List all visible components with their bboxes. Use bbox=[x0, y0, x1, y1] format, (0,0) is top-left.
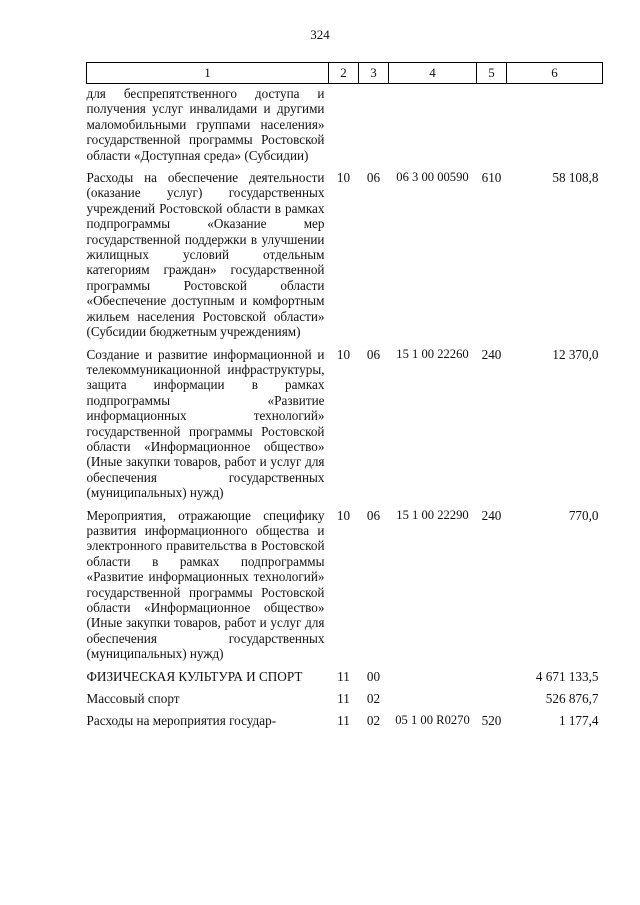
row-expense-type bbox=[477, 662, 507, 684]
row-description: Расходы на обеспечение деятельности (оказание услуг) государственных учреждений Ростовской области в рамках подпрограммы «Оказание мер государственной поддержки в улучшении жилищных условий отдельным категориям граждан» государственной программы Ростовской области «Обеспечение доступным и комфортным жильем населения Ростовской области» (Субсидии бюджетным учреждениям) bbox=[86, 170, 325, 340]
row-amount: 4 671 133,5 bbox=[535, 668, 599, 684]
row-subsection: 06 bbox=[366, 346, 381, 362]
row-target-code bbox=[389, 684, 477, 706]
row-expense-type bbox=[477, 84, 507, 164]
header-col-1: 1 bbox=[87, 63, 329, 84]
row-subsection: 06 bbox=[366, 507, 381, 523]
row-target-code: 15 1 00 22260 bbox=[396, 346, 469, 361]
row-section bbox=[329, 84, 359, 164]
row-section: 10 bbox=[336, 507, 351, 523]
row-description: Расходы на мероприятия государ- bbox=[86, 713, 277, 729]
row-expense-type: 610 bbox=[481, 170, 502, 186]
row-expense-type bbox=[477, 684, 507, 706]
budget-table bbox=[86, 62, 603, 729]
header-col-2: 2 bbox=[329, 63, 359, 84]
table-row bbox=[87, 163, 603, 339]
row-amount: 12 370,0 bbox=[552, 346, 599, 362]
row-amount: 58 108,8 bbox=[552, 170, 599, 186]
row-description: ФИЗИЧЕСКАЯ КУЛЬТУРА И СПОРТ bbox=[86, 668, 303, 684]
table-row bbox=[87, 84, 603, 164]
row-subsection: 06 bbox=[366, 170, 381, 186]
row-amount bbox=[507, 84, 603, 164]
row-subsection: 00 bbox=[366, 668, 381, 684]
table-row bbox=[87, 501, 603, 662]
row-target-code bbox=[389, 84, 477, 164]
row-subsection bbox=[359, 84, 389, 164]
header-col-6: 6 bbox=[507, 63, 603, 84]
table-row bbox=[87, 706, 603, 728]
row-target-code: 06 3 00 00590 bbox=[396, 170, 469, 185]
row-expense-type: 240 bbox=[481, 346, 502, 362]
row-amount: 770,0 bbox=[568, 507, 599, 523]
row-expense-type: 520 bbox=[481, 713, 502, 729]
row-section: 11 bbox=[337, 691, 350, 707]
header-col-4: 4 bbox=[389, 63, 477, 84]
row-description: Создание и развитие информационной и телекоммуникационной инфраструктуры, защита информации в рамках подпрограммы «Развитие информационных технологий» государственной программы Ростовской области «Информационное общество» (Иные закупки товаров, работ и услуг для обеспечения государственных (муниципальных) нужд) bbox=[86, 346, 325, 501]
row-section: 11 bbox=[337, 713, 350, 729]
row-section: 10 bbox=[336, 346, 351, 362]
table-row bbox=[87, 340, 603, 501]
row-description: Мероприятия, отражающие специфику развития информационного общества и электронного правительства в Ростовской области в рамках подпрограммы «Развитие информационных технологий» государственной программы Ростовской области «Информационное общество» (Иные закупки товаров, работ и услуг для обеспечения государственных (муниципальных) нужд) bbox=[86, 507, 325, 662]
row-amount: 1 177,4 bbox=[558, 713, 599, 729]
header-col-5: 5 bbox=[477, 63, 507, 84]
row-target-code: 15 1 00 22290 bbox=[396, 507, 469, 522]
row-subsection: 02 bbox=[366, 691, 381, 707]
row-target-code: 05 1 00 R0270 bbox=[395, 713, 470, 728]
row-target-code bbox=[389, 662, 477, 684]
row-expense-type: 240 bbox=[481, 507, 502, 523]
table-header bbox=[87, 63, 603, 84]
page-number: 324 bbox=[310, 27, 330, 42]
row-description: Массовый спорт bbox=[86, 691, 180, 707]
row-subsection: 02 bbox=[366, 713, 381, 729]
header-col-3: 3 bbox=[359, 63, 389, 84]
table-row bbox=[87, 662, 603, 684]
row-section: 10 bbox=[336, 170, 351, 186]
row-section: 11 bbox=[337, 668, 350, 684]
row-amount: 526 876,7 bbox=[545, 691, 599, 707]
row-description: для беспрепятственного доступа и получения услуг инвалидами и другими маломобильными группами населения» государственной программы Ростовской области «Доступная среда» (Субсидии) bbox=[86, 86, 325, 163]
table-row bbox=[87, 684, 603, 706]
